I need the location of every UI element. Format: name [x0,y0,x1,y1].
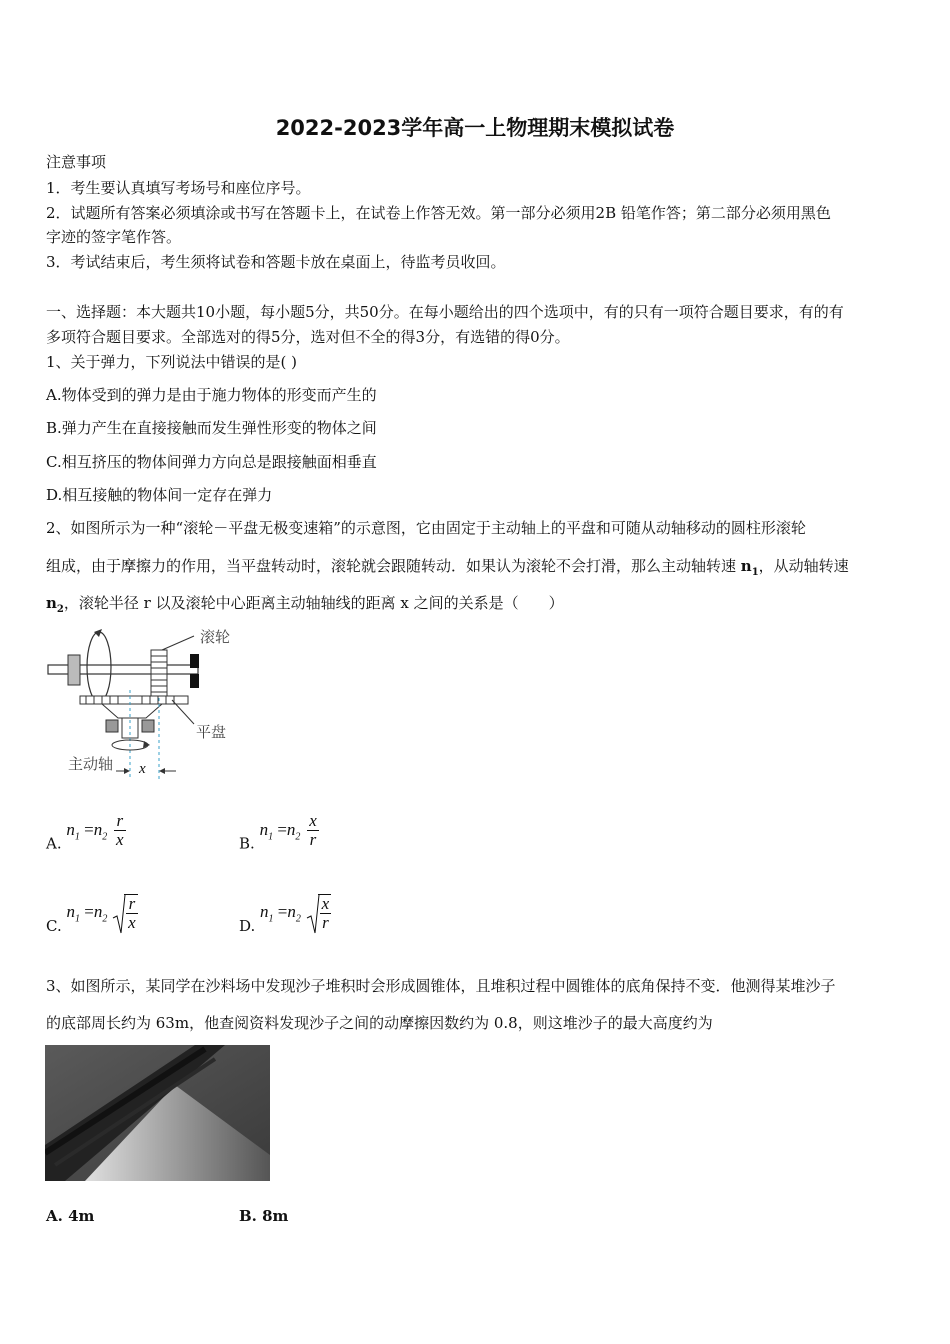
section-instructions-2: 多项符合题目要求。全部选对的得5分，选对但不全的得3分，有选错的得0分。 [46,328,570,346]
figure-label-x: x [139,761,146,777]
q1-option-a: A.物体受到的弹力是由于施力物体的形变而产生的 [46,386,377,404]
q2-stem-line1: 2、如图所示为一种“滚轮－平盘无极变速箱”的示意图，它由固定于主动轴上的平盘和可随从动轴移动的圆柱形滚轮 [46,519,806,537]
figure-label-axis: 主动轴 [68,755,114,773]
q2-figure [44,620,244,785]
q3-stem-line1: 3、如图所示，某同学在沙料场中发现沙子堆积时会形成圆锥体，且堆积过程中圆锥体的底角保持不变．他测得某堆沙子 [46,977,836,995]
q3-stem-line2: 的底部周长约为 63m，他查阅资料发现沙子之间的动摩擦因数约为 0.8，则这堆沙子的最大高度约为 [46,1014,713,1032]
notice-item-3: 3．考试结束后，考生须将试卷和答题卡放在桌面上，待监考员收回。 [46,253,506,271]
notice-heading: 注意事项 [46,153,107,171]
notice-item-2: 2．试题所有答案必须填涂或书写在答题卡上，在试卷上作答无效。第一部分必须用2B 铅笔作答；第二部分必须用黑色 [46,204,831,222]
sand-pile-photo [45,1045,270,1181]
sqrt-sign: $\frac{x}{r}$ [306,894,332,932]
q1-option-c: C.相互挤压的物体间弹力方向总是跟接触面相垂直 [46,453,377,471]
q2-option-b: B. $n_1 =n_2$ $\frac{x}{r}$ [239,811,317,853]
q3-option-a: A. 4m [46,1207,95,1225]
q1-option-b: B.弹力产生在直接接触而发生弹性形变的物体之间 [46,419,377,437]
q2-stem-line3: $n_2$，滚轮半径 r 以及滚轮中心距离主动轴轴线的距离 x 之间的关系是（ ） [46,594,564,615]
figure-label-disk: 平盘 [196,723,227,741]
q2-option-a: A. $n_1 =n_2$ $\frac{r}{x}$ [46,811,124,853]
q1-option-d: D.相互接触的物体间一定存在弹力 [46,486,273,504]
q3-option-b: B. 8m [239,1207,289,1225]
q2-stem-line2: 组成，由于摩擦力的作用，当平盘转动时，滚轮就会跟随转动．如果认为滚轮不会打滑，那么主动轴转速 $n_1$，从动轴转速 [46,557,849,578]
q1-stem: 1、关于弹力，下列说法中错误的是( ) [46,353,298,371]
q2-option-c: C. $n_1 =n_2$ $\frac{r}{x}$ [46,894,136,935]
notice-item-1: 1．考生要认真填写考场号和座位序号。 [46,179,311,197]
figure-label-roller: 滚轮 [200,628,231,646]
notice-item-2-cont: 字迹的签字笔作答。 [46,228,182,246]
page-title: 2022-2023学年高一上物理期末模拟试卷 [275,116,675,140]
q2-option-d: D. $n_1 =n_2$ $\frac{x}{r}$ [239,894,330,935]
sqrt-sign: $\frac{r}{x}$ [112,894,138,932]
section-instructions-1: 一、选择题：本大题共10小题，每小题5分，共50分。在每小题给出的四个选项中，有的只有一项符合题目要求，有的有 [46,303,844,321]
